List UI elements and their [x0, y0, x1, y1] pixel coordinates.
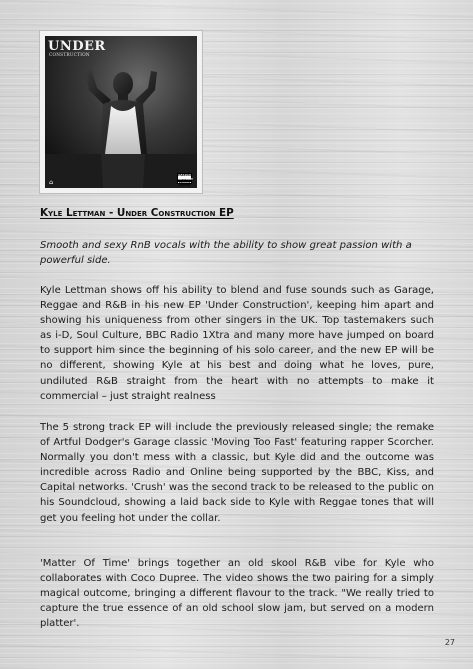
album-cover-photo: [45, 36, 197, 188]
article-lead: Smooth and sexy RnB vocals with the ability to show great passion with a powerful side.: [40, 240, 412, 267]
article-paragraph-3: 'Matter Of Time' brings together an old skool R&B vibe for Kyle who collaborates with Coco Dupree. The video shows the two pairing for a simply magical outcome, bringing a different flavour to the track. "We really tried to capture the true essence of an old school slow jam, but served on a modern platter'.: [40, 558, 434, 630]
advisory-middle: ADVISORY: [178, 178, 193, 182]
article-paragraph-1: Kyle Lettman shows off his ability to blend and fuse sounds such as Garage, Reggae and R&B in his new EP 'Under Construction', keeping him apart and showing his uniqueness from other singers in the UK. Top tastemakers such as i-D, Soul Culture, BBC Radio 1Xtra and many more have jumped on board to support him since the beginning of his solo career, and the new EP will be no different, showing Kyle at his best and doing what he loves, pure, undiluted R&B straight from the heart with no attempts to make it commercial – just straight realness: [40, 285, 434, 402]
advisory-bottom: EXPLICIT CONTENT: [178, 182, 191, 188]
article-paragraph-2: The 5 strong track EP will include the previously released single; the remake of Artful Dodger's Garage classic 'Moving Too Fast' featuring rapper Scorcher. Normally you don't mess with a classic, but Kyle did and the outcome was incredible across Radio and Online being supported by the BBC, Kiss, and Capital networks. 'Crush' was the second track to be released to the public on his Soundcloud, showing a laid back side to Kyle with Reggae tones that will get you feeling hot under the collar.: [40, 422, 434, 524]
advisory-top: PARENTAL: [178, 174, 193, 177]
page-number: 27: [444, 638, 455, 647]
parental-advisory-label: [177, 173, 193, 188]
cover-title: UNDER: [48, 39, 106, 54]
album-cover: [40, 31, 202, 193]
article-heading: Kyle Lettman - Under Construction EP: [40, 207, 234, 219]
cover-subtitle: CONSTRUCTION: [49, 53, 90, 58]
label-logo-icon: ⌂: [49, 179, 54, 186]
